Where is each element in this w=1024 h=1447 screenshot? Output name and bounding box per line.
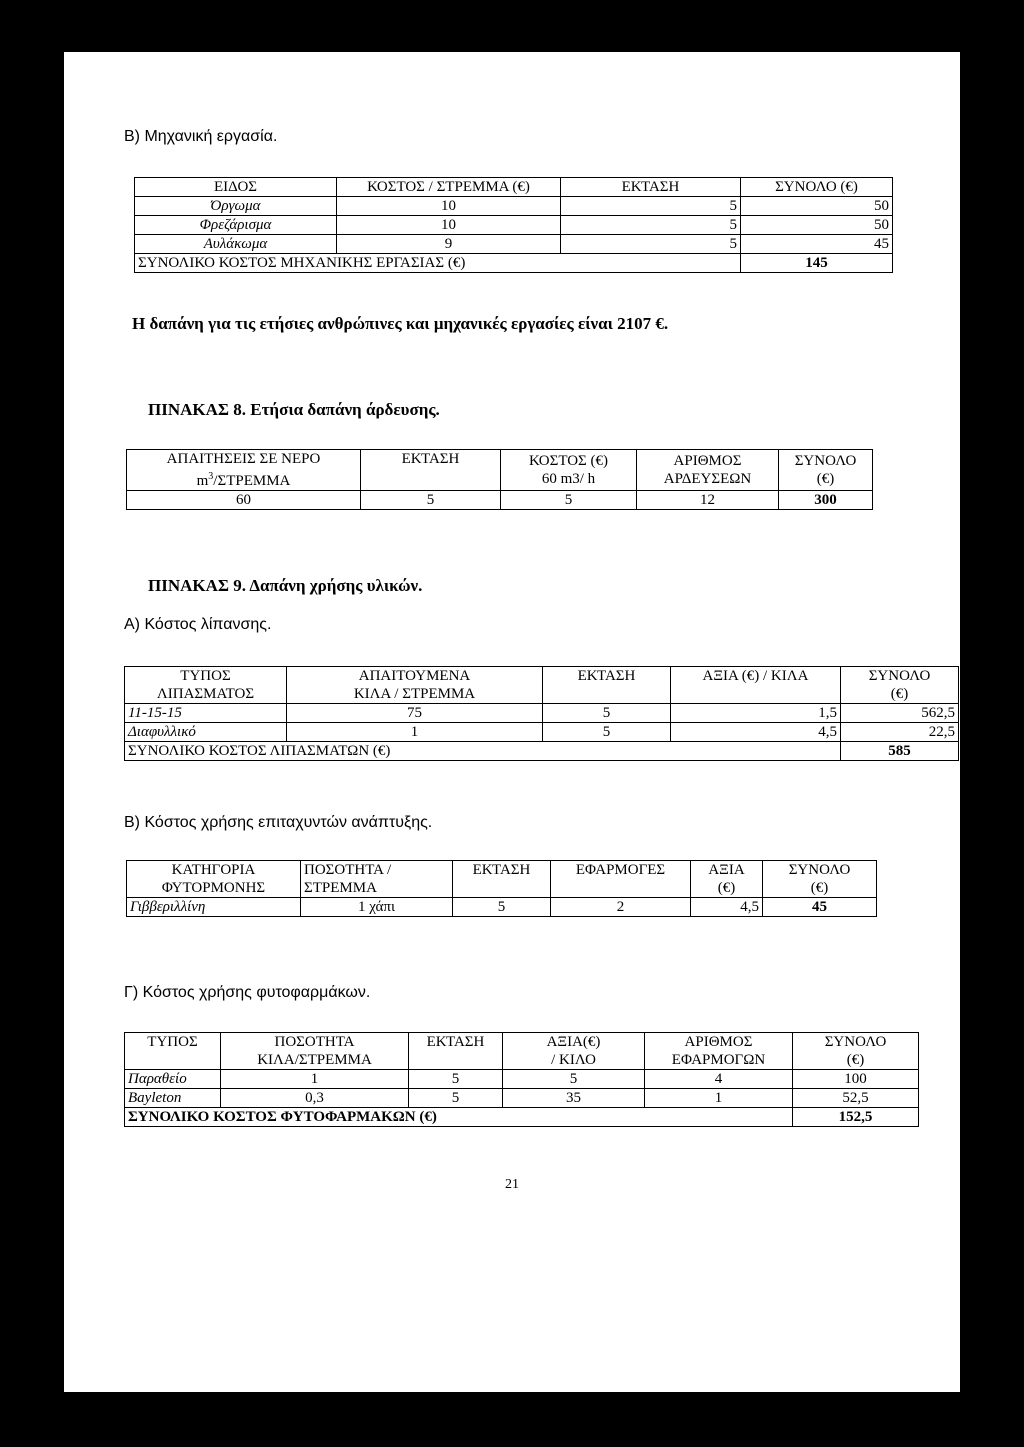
- table-row: [125, 1070, 919, 1089]
- col-header: [127, 450, 361, 491]
- table-row: [125, 1089, 919, 1108]
- header-line: (€): [890, 686, 909, 702]
- cell: 50: [741, 197, 893, 216]
- header-line: ΦΥΤΟΡΜΟΝΗΣ: [161, 880, 266, 896]
- header-line: ΚΟΣΤΟΣ (€): [528, 453, 609, 469]
- header-superscript: 3: [208, 471, 214, 482]
- col-header: ΤΥΠΟΣ: [125, 1033, 221, 1070]
- cell: 35: [503, 1089, 645, 1108]
- header-line: ΚΙΛΑ/ΣΤΡΕΜΜΑ: [257, 1052, 372, 1068]
- cell: Γιββεριλλίνη: [127, 898, 301, 917]
- header-line: (€): [846, 1052, 865, 1068]
- header-line: ΣΥΝΟΛΟ: [794, 453, 857, 469]
- header-line: ΑΡΙΘΜΟΣ: [684, 1034, 753, 1050]
- cell: 5: [453, 898, 551, 917]
- table-header-row: [127, 450, 873, 491]
- section-b-title: B) Μηχανική εργασία.: [124, 128, 278, 145]
- cell: 5: [543, 704, 671, 723]
- header-line: ΑΠΑΙΤΗΣΕΙΣ ΣΕ ΝΕΡΟ: [166, 451, 321, 467]
- col-header: [645, 1033, 793, 1070]
- col-header: [125, 667, 287, 704]
- header-line: ΣΥΝΟΛΟ: [868, 668, 931, 684]
- total-value: 152,5: [793, 1108, 919, 1127]
- header-line: ΑΠΑΙΤΟΥΜΕΝΑ: [358, 668, 471, 684]
- cell: 45: [763, 898, 877, 917]
- header-line: ΑΡΔΕΥΣΕΩΝ: [663, 471, 752, 487]
- header-line: / ΚΙΛΟ: [551, 1052, 596, 1068]
- cell: Παραθείο: [125, 1070, 221, 1089]
- col-header: [301, 861, 453, 898]
- table-header-row: [127, 861, 877, 898]
- header-line: ΠΟΣΟΤΗΤΑ: [274, 1034, 355, 1050]
- col-header: [287, 667, 543, 704]
- cell: 75: [287, 704, 543, 723]
- col-header: ΕΚΤΑΣΗ: [409, 1033, 503, 1070]
- col-header: ΕΦΑΡΜΟΓΕΣ: [551, 861, 691, 898]
- cell: 4,5: [691, 898, 763, 917]
- cell: Φρεζάρισμα: [135, 216, 337, 235]
- col-header: ΣΥΝΟΛΟ (€): [741, 178, 893, 197]
- col-header: ΕΚΤΑΣΗ: [543, 667, 671, 704]
- mechanical-work-table: [134, 177, 893, 273]
- cell: 1: [221, 1070, 409, 1089]
- header-line: (€): [717, 880, 736, 896]
- section-b2-title: Β) Κόστος χρήσης επιταχυντών ανάπτυξης.: [124, 814, 433, 831]
- header-line: /ΣΤΡΕΜΜΑ: [213, 473, 291, 489]
- table-total-row: [135, 254, 893, 273]
- cell: 0,3: [221, 1089, 409, 1108]
- cell: 5: [361, 491, 501, 510]
- header-line: ΚΑΤΗΓΟΡΙΑ: [171, 862, 256, 878]
- header-line: ΣΥΝΟΛΟ: [788, 862, 851, 878]
- cell: 5: [503, 1070, 645, 1089]
- document-page: [64, 52, 960, 1392]
- cell: 45: [741, 235, 893, 254]
- table-row: [125, 723, 959, 742]
- cell: 10: [337, 216, 561, 235]
- header-line: ΛΙΠΑΣΜΑΤΟΣ: [156, 686, 255, 702]
- cell: 60: [127, 491, 361, 510]
- header-line: (€): [810, 880, 829, 896]
- col-header: ΑΞΙΑ (€) / ΚΙΛΑ: [671, 667, 841, 704]
- col-header: [221, 1033, 409, 1070]
- total-value: 145: [741, 254, 893, 273]
- header-line: ΑΞΙΑ(€): [546, 1034, 601, 1050]
- cell: 22,5: [841, 723, 959, 742]
- cell: 1 χάπι: [301, 898, 453, 917]
- cell: 5: [561, 235, 741, 254]
- table-row: [135, 197, 893, 216]
- cell: Αυλάκωμα: [135, 235, 337, 254]
- cell: 562,5: [841, 704, 959, 723]
- total-value: 585: [841, 742, 959, 761]
- cell: 52,5: [793, 1089, 919, 1108]
- cell: 9: [337, 235, 561, 254]
- col-header: [779, 450, 873, 491]
- col-header: [793, 1033, 919, 1070]
- header-line: ΤΥΠΟΣ: [180, 668, 231, 684]
- header-line: 60 m3/ h: [541, 471, 596, 487]
- cell: 50: [741, 216, 893, 235]
- growth-regulator-table: [126, 860, 877, 917]
- fertilizer-table: [124, 666, 959, 761]
- col-header: [127, 861, 301, 898]
- section-a-title: Α) Κόστος λίπανσης.: [124, 616, 272, 633]
- header-line: ΚΙΛΑ / ΣΤΡΕΜΜΑ: [353, 686, 476, 702]
- cell: 2: [551, 898, 691, 917]
- cell: 5: [409, 1089, 503, 1108]
- cell: Όργωμα: [135, 197, 337, 216]
- table-header-row: [135, 178, 893, 197]
- section-c-title: Γ) Κόστος χρήσης φυτοφαρμάκων.: [124, 984, 371, 1001]
- col-header: ΕΚΤΑΣΗ: [361, 450, 501, 491]
- total-label: ΣΥΝΟΛΙΚΟ ΚΟΣΤΟΣ ΦΥΤΟΦΑΡΜΑΚΩΝ (€): [125, 1108, 793, 1127]
- table-row: [127, 898, 877, 917]
- table-header-row: [125, 1033, 919, 1070]
- irrigation-table: [126, 449, 873, 510]
- cell: 10: [337, 197, 561, 216]
- header-line: m: [196, 473, 209, 489]
- header-line: (€): [816, 471, 835, 487]
- col-header: [763, 861, 877, 898]
- col-header: ΕΚΤΑΣΗ: [561, 178, 741, 197]
- cell: 4: [645, 1070, 793, 1089]
- table-row: [127, 491, 873, 510]
- cell: Διαφυλλικό: [125, 723, 287, 742]
- header-line: ΑΡΙΘΜΟΣ: [673, 453, 742, 469]
- header-line: ΣΥΝΟΛΟ: [824, 1034, 887, 1050]
- table8-title: ΠΙΝΑΚΑΣ 8. Ετήσια δαπάνη άρδευσης.: [148, 400, 440, 419]
- pesticide-table: [124, 1032, 919, 1127]
- col-header: [637, 450, 779, 491]
- cell: 5: [561, 216, 741, 235]
- col-header: [501, 450, 637, 491]
- col-header: [691, 861, 763, 898]
- table-total-row: [125, 1108, 919, 1127]
- cell: 5: [501, 491, 637, 510]
- header-line: ΣΤΡΕΜΜΑ: [304, 880, 377, 896]
- cell: 5: [543, 723, 671, 742]
- page-number: 21: [505, 1177, 519, 1192]
- col-header: [841, 667, 959, 704]
- col-header: ΕΙΔΟΣ: [135, 178, 337, 197]
- col-header: [503, 1033, 645, 1070]
- header-line: ΑΞΙΑ: [708, 862, 745, 878]
- total-label: ΣΥΝΟΛΙΚΟ ΚΟΣΤΟΣ ΜΗΧΑΝΙΚΗΣ ΕΡΓΑΣΙΑΣ (€): [135, 254, 741, 273]
- cell: 5: [561, 197, 741, 216]
- header-line: ΕΦΑΡΜΟΓΩΝ: [671, 1052, 766, 1068]
- cell: 1: [287, 723, 543, 742]
- table-row: [125, 704, 959, 723]
- total-label: ΣΥΝΟΛΙΚΟ ΚΟΣΤΟΣ ΛΙΠΑΣΜΑΤΩΝ (€): [125, 742, 841, 761]
- table-row: [135, 216, 893, 235]
- table-total-row: [125, 742, 959, 761]
- cell: 100: [793, 1070, 919, 1089]
- header-line: ΠΟΣΟΤΗΤΑ /: [304, 862, 392, 878]
- table-row: [135, 235, 893, 254]
- cell: 5: [409, 1070, 503, 1089]
- col-header: ΕΚΤΑΣΗ: [453, 861, 551, 898]
- table-header-row: [125, 667, 959, 704]
- table9-title: ΠΙΝΑΚΑΣ 9. Δαπάνη χρήσης υλικών.: [148, 576, 423, 595]
- cost-sentence: Η δαπάνη για τις ετήσιες ανθρώπινες και μηχανικές εργασίες είναι 2107 €.: [132, 314, 669, 333]
- cell: Bayleton: [125, 1089, 221, 1108]
- cell: 4,5: [671, 723, 841, 742]
- cell: 1: [645, 1089, 793, 1108]
- col-header: ΚΟΣΤΟΣ / ΣΤΡΕΜΜΑ (€): [337, 178, 561, 197]
- cell: 1,5: [671, 704, 841, 723]
- cell: 12: [637, 491, 779, 510]
- cell: 300: [779, 491, 873, 510]
- cell: 11-15-15: [125, 704, 287, 723]
